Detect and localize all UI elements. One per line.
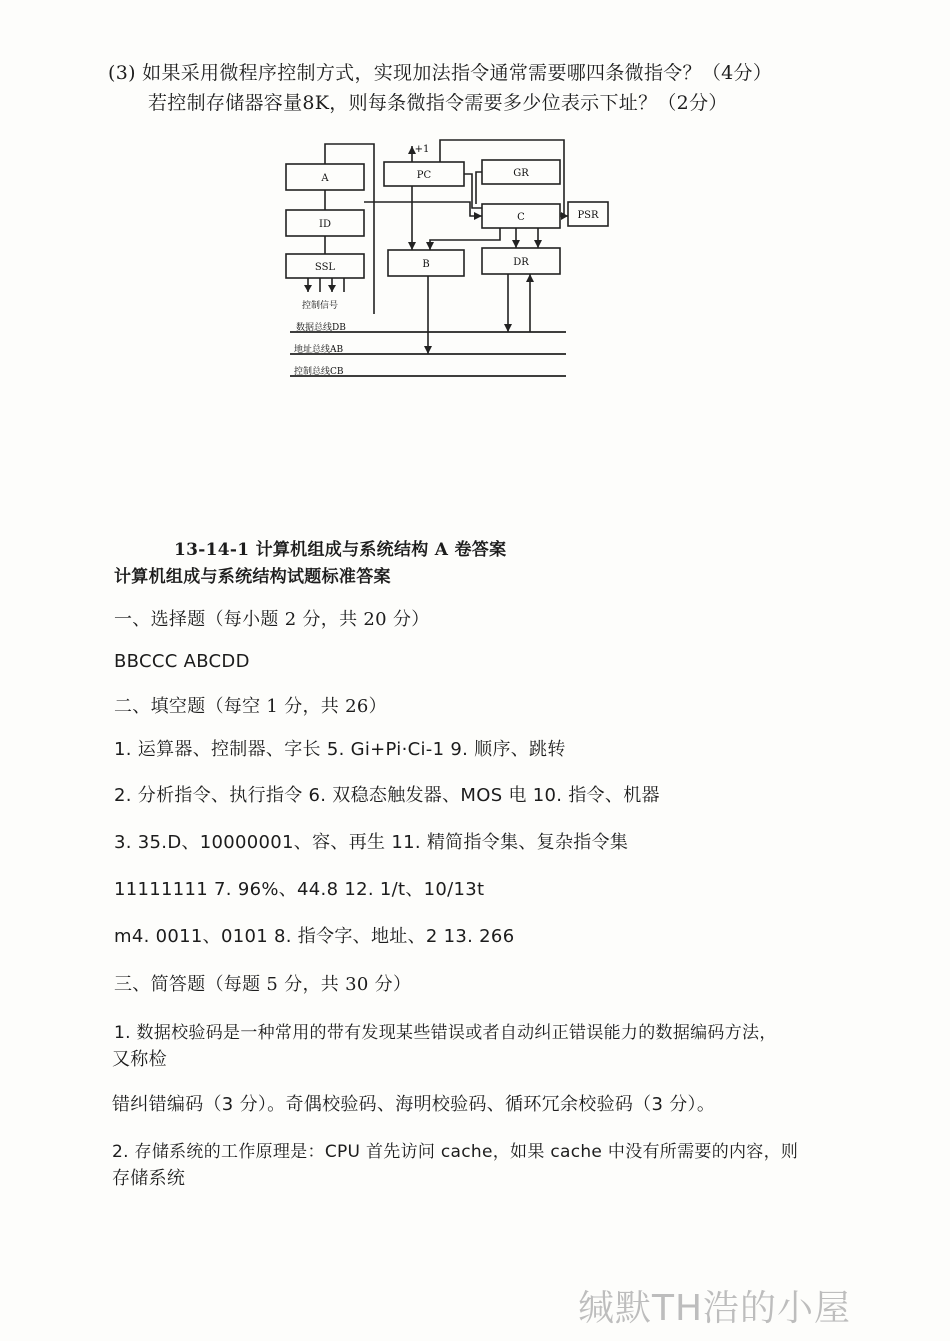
section-2-heading: 二、填空题（每空 1 分，共 26） xyxy=(114,696,387,717)
control-signal-label: 控制信号 xyxy=(302,301,339,311)
block-id-label: ID xyxy=(319,219,331,230)
section-3-heading: 三、简答题（每题 5 分，共 30 分） xyxy=(114,974,412,995)
fill-line-4: 11111111 7. 96%、44.8 12. 1/t、10/13t xyxy=(114,879,485,900)
block-b-label: B xyxy=(422,259,430,270)
block-gr-label: GR xyxy=(513,168,529,179)
block-c-label: C xyxy=(517,212,525,223)
fill-line-5: m4. 0011、0101 8. 指令字、地址、2 13. 266 xyxy=(114,926,515,947)
short-answer-1-line-1: 1. 数据校验码是一种常用的带有发现某些错误或者自动纠正错误能力的数据编码方法， xyxy=(114,1023,777,1043)
fill-line-3: 3. 35.D、10000001、容、再生 11. 精简指令集、复杂指令集 xyxy=(114,832,629,853)
block-a-label: A xyxy=(321,173,329,184)
short-answer-2-line-1: 2. 存储系统的工作原理是：CPU 首先访问 cache，如果 cache 中没有所需要的内容，则 xyxy=(112,1142,799,1162)
block-ssl-label: SSL xyxy=(314,262,336,273)
short-answer-1-line-3: 错纠错编码（3 分）。奇偶校验码、海明校验码、循环冗余校验码（3 分）。 xyxy=(112,1094,716,1115)
short-answer-1-line-2: 又称检 xyxy=(112,1049,167,1070)
block-dr-label: DR xyxy=(513,257,529,268)
control-bus-label: 控制总线CB xyxy=(294,367,344,377)
short-answer-2-line-2: 存储系统 xyxy=(112,1168,186,1189)
block-pc-label: PC xyxy=(416,170,432,181)
data-bus-label: 数据总线DB xyxy=(296,323,346,333)
block-psr-label: PSR xyxy=(577,210,599,221)
fill-line-1: 1. 运算器、控制器、字长 5. Gi+Pi·Ci-1 9. 顺序、跳转 xyxy=(114,739,566,760)
question-3-line-1: (3) 如果采用微程序控制方式，实现加法指令通常需要哪四条微指令？（4分） xyxy=(108,62,773,84)
section-1-heading: 一、选择题（每小题 2 分，共 20 分） xyxy=(114,609,430,630)
question-3-line-2: 若控制存储器容量8K，则每条微指令需要多少位表示下址？（2分） xyxy=(148,92,728,114)
increment-label: +1 xyxy=(414,144,430,155)
watermark: 缄默TH浩的小屋 xyxy=(578,1288,852,1329)
address-bus-label: 地址总线AB xyxy=(294,345,344,355)
section-1-answers: BBCCC ABCDD xyxy=(114,651,250,672)
cpu-datapath-diagram xyxy=(280,132,599,387)
answer-title: 13-14-1 计算机组成与系统结构 A 卷答案 xyxy=(174,540,507,560)
answer-subtitle: 计算机组成与系统结构试题标准答案 xyxy=(114,567,391,587)
fill-line-2: 2. 分析指令、执行指令 6. 双稳态触发器、MOS 电 10. 指令、机器 xyxy=(114,785,660,806)
